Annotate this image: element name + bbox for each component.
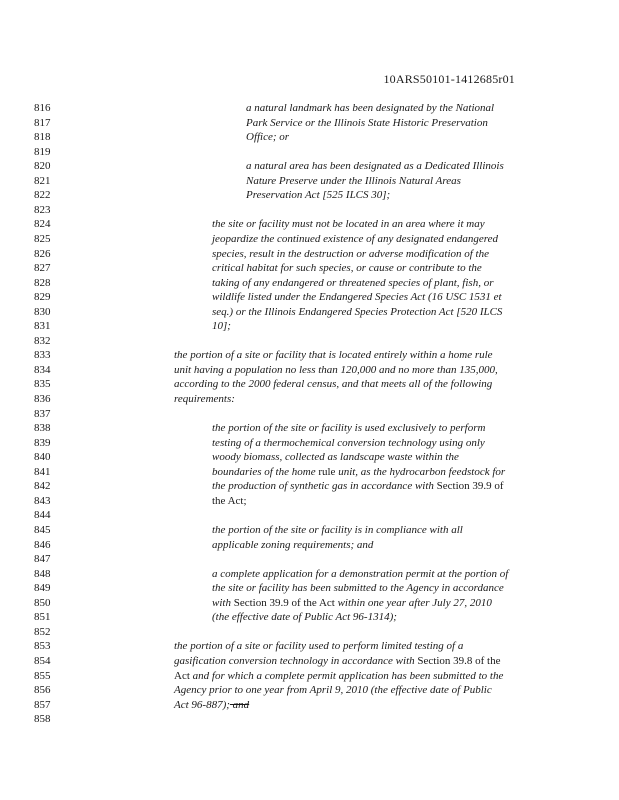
line-text	[212, 276, 493, 290]
line-text	[246, 188, 390, 202]
italic-text: (the effective date of Public Act 96-1314);	[212, 611, 397, 624]
italic-text: within one year after July 27, 2010	[334, 596, 492, 609]
document-line	[0, 203, 619, 217]
line-number: 833	[34, 349, 51, 362]
document-line	[0, 305, 619, 319]
document-line	[0, 116, 619, 130]
document-line	[0, 290, 619, 304]
italic-text: the portion of the site or facility is in compliance with all	[212, 524, 463, 536]
line-number: 843	[34, 494, 51, 507]
line-text	[212, 479, 504, 493]
italic-text: the production of synthetic gas in accordance with	[212, 480, 437, 493]
line-number: 852	[34, 625, 51, 638]
line-text	[212, 567, 508, 581]
italic-text: boundaries of the home	[212, 465, 319, 478]
document-line	[0, 421, 619, 435]
document-line	[0, 552, 619, 566]
italic-text: and for which a complete permit application has been submitted to the	[189, 669, 504, 682]
italic-text: Nature Preserve under the Illinois Natural Areas	[246, 174, 461, 187]
document-line	[0, 363, 619, 377]
line-text	[246, 159, 504, 173]
italic-text: requirements:	[174, 393, 235, 405]
document-line	[0, 232, 619, 246]
upright-text: Section 39.9 of the Act	[233, 596, 335, 609]
line-number: 850	[34, 596, 51, 609]
line-text	[246, 101, 494, 115]
line-text	[174, 639, 463, 653]
document-line	[0, 639, 619, 653]
document-line	[0, 247, 619, 261]
document-line	[0, 698, 619, 712]
upright-text: rule	[318, 465, 336, 478]
document-line	[0, 101, 619, 115]
italic-text: testing of a thermochemical conversion technology using only	[212, 436, 485, 449]
italic-text: the site or facility must not be located in an area where it may	[212, 218, 485, 231]
line-text	[174, 348, 493, 362]
line-number: 822	[34, 189, 51, 202]
italic-text: Office; or	[246, 131, 290, 144]
line-text	[212, 465, 505, 479]
italic-text: unit, as the hydrocarbon feedstock for	[335, 465, 506, 478]
italic-text: the portion of the site or facility is used exclusively to perform	[212, 422, 486, 435]
italic-text: the portion of a site or facility used to perform limited testing of a	[174, 640, 464, 653]
document-line	[0, 145, 619, 159]
document-line	[0, 319, 619, 333]
document-line	[0, 450, 619, 464]
upright-text: Section 39.9 of	[436, 480, 504, 493]
line-number: 856	[34, 684, 51, 696]
line-number: 817	[34, 116, 51, 129]
line-number: 834	[34, 363, 51, 376]
document-line	[0, 407, 619, 421]
document-line	[0, 712, 619, 726]
italic-text: taking of any endangered or threatened species of plant, fish, or	[212, 276, 494, 289]
line-text	[212, 450, 459, 464]
line-number: 824	[34, 218, 51, 231]
document-line	[0, 261, 619, 275]
document-line	[0, 174, 619, 188]
line-number: 825	[34, 233, 51, 245]
line-number: 846	[34, 538, 51, 551]
line-text	[212, 319, 231, 333]
line-text	[212, 494, 247, 508]
line-number: 847	[34, 553, 51, 565]
italic-text: the portion of a site or facility that is located entirely within a home rule	[174, 349, 493, 362]
line-number: 858	[34, 713, 51, 726]
line-number: 816	[34, 102, 51, 114]
line-number: 849	[34, 582, 51, 595]
line-number: 845	[34, 524, 51, 536]
line-text	[212, 610, 397, 624]
line-number: 819	[34, 145, 51, 158]
line-number: 818	[34, 131, 51, 144]
line-text	[246, 116, 488, 130]
line-text	[212, 290, 502, 304]
line-number: 838	[34, 422, 51, 435]
document-line	[0, 188, 619, 202]
document-line	[0, 334, 619, 348]
line-text	[246, 174, 461, 188]
upright-text: Act	[174, 669, 190, 682]
line-text	[174, 669, 503, 683]
line-number: 835	[34, 378, 51, 391]
line-number: 857	[34, 698, 51, 711]
document-line	[0, 436, 619, 450]
line-number: 827	[34, 262, 51, 275]
line-number: 848	[34, 567, 51, 580]
line-text	[212, 217, 485, 231]
italic-text: according to the 2000 federal census, and that meets all of the following	[174, 378, 493, 391]
line-number: 826	[34, 247, 51, 260]
document-line	[0, 538, 619, 552]
line-text	[212, 596, 492, 610]
line-text	[212, 523, 463, 537]
line-text	[174, 363, 498, 377]
document-line	[0, 377, 619, 391]
line-text	[212, 421, 485, 435]
line-text	[212, 538, 373, 552]
line-text	[212, 436, 485, 450]
italic-text: seq.) or the Illinois Endangered Species Protection Act [520 ILCS	[212, 305, 503, 318]
document-line	[0, 625, 619, 639]
line-number: 855	[34, 669, 51, 682]
line-number: 839	[34, 436, 51, 449]
italic-text: a complete application for a demonstration permit at the portion of	[212, 567, 509, 580]
line-text	[212, 305, 502, 319]
document-line	[0, 159, 619, 173]
document-line	[0, 348, 619, 362]
line-number: 820	[34, 160, 51, 173]
line-text	[174, 654, 500, 668]
italic-text: species, result in the destruction or adverse modification of the	[212, 247, 489, 260]
italic-text: woody biomass, collected as landscape waste within the	[212, 451, 459, 464]
italic-text: Preservation Act [525 ILCS 30];	[246, 189, 391, 202]
italic-text: Act 96-887);	[174, 698, 230, 711]
document-line	[0, 596, 619, 610]
italic-text: a natural landmark has been designated by the National	[246, 102, 495, 114]
italic-text: gasification conversion technology in accordance with	[174, 654, 418, 667]
document-id: 10ARS50101-1412685r01	[383, 72, 515, 86]
line-number: 830	[34, 305, 51, 318]
document-line	[0, 669, 619, 683]
line-text	[174, 683, 492, 697]
line-number: 829	[34, 291, 51, 304]
line-number: 836	[34, 393, 51, 405]
italic-text: a natural area has been designated as a Dedicated Illinois	[246, 160, 504, 173]
line-number: 837	[34, 407, 51, 420]
document-line	[0, 494, 619, 508]
document-line	[0, 392, 619, 406]
line-text	[212, 261, 482, 275]
document-line	[0, 523, 619, 537]
line-number: 821	[34, 174, 51, 187]
document-line	[0, 581, 619, 595]
italic-text: Park Service or the Illinois State Historic Preservation	[246, 116, 488, 129]
document-line	[0, 683, 619, 697]
line-number: 854	[34, 654, 51, 667]
line-number: 831	[34, 320, 51, 333]
document-line	[0, 508, 619, 522]
italic-text: unit having a population no less than 120,000 and no more than 135,000,	[174, 363, 498, 376]
document-line	[0, 465, 619, 479]
line-number: 853	[34, 640, 51, 653]
line-number: 851	[34, 611, 51, 624]
line-text	[174, 392, 235, 406]
document-line	[0, 610, 619, 624]
italic-text: wildlife listed under the Endangered Species Act (16 USC 1531 et	[212, 291, 502, 304]
upright-text: Section 39.8 of the	[417, 654, 501, 667]
struck-text: and	[229, 698, 250, 711]
document-line	[0, 217, 619, 231]
italic-text: jeopardize the continued existence of any designated endangered	[212, 233, 499, 245]
document-line	[0, 276, 619, 290]
italic-text: with	[212, 596, 234, 609]
upright-text: the Act;	[212, 494, 247, 507]
italic-text: 10];	[212, 320, 231, 333]
italic-text: applicable zoning requirements; and	[212, 538, 374, 551]
line-number: 840	[34, 451, 51, 464]
line-text	[246, 130, 289, 144]
line-number: 844	[34, 509, 51, 522]
line-text	[174, 377, 492, 391]
document-line	[0, 479, 619, 493]
line-text	[212, 232, 498, 246]
italic-text: Agency prior to one year from April 9, 2010 (the effective date of Public	[174, 684, 492, 696]
line-number: 828	[34, 276, 51, 289]
italic-text: the site or facility has been submitted to the Agency in accordance	[212, 582, 504, 595]
line-text	[174, 698, 249, 712]
line-text	[212, 247, 489, 261]
line-number: 842	[34, 480, 51, 493]
document-line	[0, 654, 619, 668]
italic-text: critical habitat for such species, or cause or contribute to the	[212, 262, 482, 275]
line-number: 823	[34, 203, 51, 216]
document-line	[0, 567, 619, 581]
line-text	[212, 581, 504, 595]
line-number: 841	[34, 465, 51, 478]
document-line	[0, 130, 619, 144]
line-number: 832	[34, 334, 51, 347]
